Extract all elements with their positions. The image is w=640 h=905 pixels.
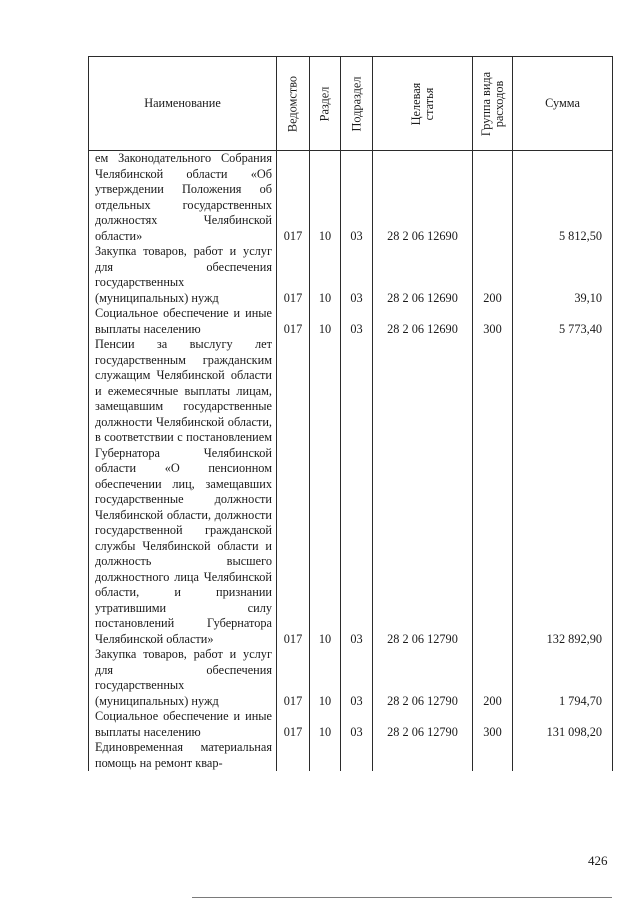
header-sum: Сумма [513,57,613,151]
row-group: 300 [473,306,513,337]
row-target [373,740,473,771]
row-podrazdel: 03 [341,709,373,740]
row-name: Закупка товаров, работ и услуг для обеспечения государственных (муниципальных) нужд [89,647,277,709]
row-razdel [310,740,341,771]
row-podrazdel: 03 [341,306,373,337]
header-vedomstvo [277,57,310,151]
row-group [473,740,513,771]
table-row [89,740,613,771]
row-vedomstvo: 017 [277,151,310,245]
row-sum: 5 773,40 [513,306,613,337]
row-name: Социальное обеспечение и иные выплаты населению [89,306,277,337]
row-vedomstvo: 017 [277,709,310,740]
row-sum [513,740,613,771]
table-row [89,306,613,337]
budget-table [88,56,613,771]
row-group: 200 [473,647,513,709]
row-name: Пенсии за выслугу лет государственным гражданским служащим Челябинской области и ежемесячные выплаты лицам, замещавшим государственные должности Челябинской области, в соответствии с постановлением Губернатора Челябинской области «О пенсионном обеспечении лиц, замещавших государственные должности Челябинской области, должности государственной гражданской службы Челябинской области и должность высшего должностного лица Челябинской области, и признании утратившими силу постановлений Губернатора Челябинской области» [89,337,277,647]
row-target: 28 2 06 12690 [373,151,473,245]
page-number: 426 [588,853,608,868]
row-group [473,151,513,245]
row-razdel: 10 [310,337,341,647]
row-sum: 1 794,70 [513,647,613,709]
row-razdel: 10 [310,151,341,245]
row-vedomstvo: 017 [277,306,310,337]
row-target: 28 2 06 12790 [373,337,473,647]
row-vedomstvo: 017 [277,647,310,709]
row-group: 300 [473,709,513,740]
row-sum: 132 892,90 [513,337,613,647]
header-podrazdel [341,57,373,151]
header-group-line2: расходов [491,80,506,127]
row-name: Единовременная материальная помощь на ремонт квар- [89,740,277,771]
row-podrazdel: 03 [341,337,373,647]
table-row [89,709,613,740]
header-target [373,57,473,151]
row-name: Социальное обеспечение и иные выплаты населению [89,709,277,740]
header-target-line2: статья [421,87,436,120]
row-name: Закупка товаров, работ и услуг для обеспечения государственных (муниципальных) нужд [89,244,277,306]
row-podrazdel [341,740,373,771]
table-row [89,337,613,647]
header-razdel-label: Раздел [317,86,332,121]
header-razdel [310,57,341,151]
row-group: 200 [473,244,513,306]
row-sum: 39,10 [513,244,613,306]
table-row [89,647,613,709]
row-razdel: 10 [310,306,341,337]
header-name: Наименование [89,57,277,151]
row-sum: 131 098,20 [513,709,613,740]
table-row [89,151,613,245]
table-row [89,244,613,306]
header-group-label [480,71,506,135]
row-target: 28 2 06 12790 [373,647,473,709]
row-podrazdel: 03 [341,244,373,306]
footer-divider [192,897,612,898]
row-podrazdel: 03 [341,151,373,245]
row-podrazdel: 03 [341,647,373,709]
header-group [473,57,513,151]
row-vedomstvo [277,740,310,771]
table-header-row [89,57,613,151]
row-group [473,337,513,647]
header-podrazdel-label: Подраздел [349,75,363,132]
row-target: 28 2 06 12690 [373,306,473,337]
row-name: ем Законодательного Собрания Челябинской области «Об утверждении Положения об отдельных государственных должностях Челябинской области» [89,151,277,245]
header-vedomstvo-label: Ведомство [285,75,300,132]
row-sum: 5 812,50 [513,151,613,245]
row-razdel: 10 [310,709,341,740]
row-vedomstvo: 017 [277,337,310,647]
row-razdel: 10 [310,244,341,306]
row-vedomstvo: 017 [277,244,310,306]
header-group-line1: Группа вида [478,71,493,136]
row-target: 28 2 06 12690 [373,244,473,306]
row-target: 28 2 06 12790 [373,709,473,740]
row-razdel: 10 [310,647,341,709]
header-target-line1: Целевая [408,82,423,125]
header-target-label [410,82,436,125]
